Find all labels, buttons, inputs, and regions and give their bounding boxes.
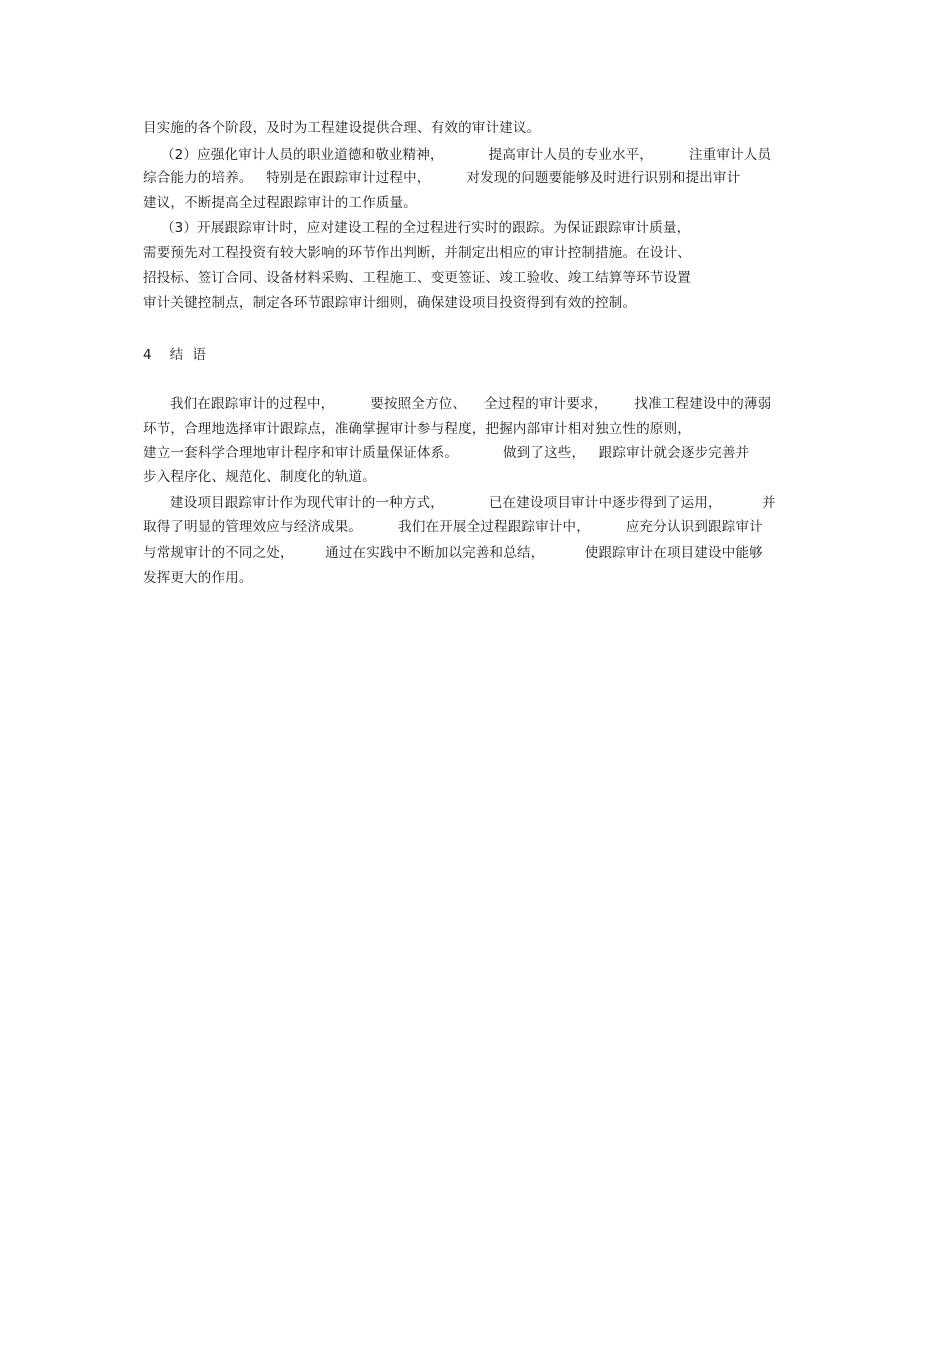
text-line: 审计关键控制点，制定各环节跟踪审计细则，确保建设项目投资得到有效的控制。: [143, 295, 637, 311]
text-line: 建设项目跟踪审计作为现代审计的一种方式， 已在建设项目审计中逐步得到了运用， 并: [143, 495, 776, 511]
text-line: 我们在跟踪审计的过程中， 要按照全方位、 全过程的审计要求， 找准工程建设中的薄弱: [143, 396, 772, 412]
text-line: 综合能力的培养。 特别是在跟踪审计过程中， 对发现的问题要能够及时进行识别和提出审计: [143, 170, 741, 186]
text-line: （3）开展跟踪审计时，应对建设工程的全过程进行实时的跟踪。为保证跟踪审计质量，: [143, 220, 691, 236]
text-line: 与常规审计的不同之处， 通过在实践中不断加以完善和总结， 使跟踪审计在项目建设中能够: [143, 545, 763, 561]
text-line: 发挥更大的作用。: [143, 570, 253, 586]
section-heading: 4 结 语: [143, 347, 207, 363]
text-line: 环节，合理地选择审计跟踪点，准确掌握审计参与程度，把握内部审计相对独立性的原则，: [143, 421, 691, 437]
text-line: 建议，不断提高全过程跟踪审计的工作质量。: [143, 195, 417, 211]
text-line: 目实施的各个阶段，及时为工程建设提供合理、有效的审计建议。: [143, 120, 541, 136]
text-line: 需要预先对工程投资有较大影响的环节作出判断，并制定出相应的审计控制措施。在设计、: [143, 245, 691, 261]
text-line: 取得了明显的管理效应与经济成果。 我们在开展全过程跟踪审计中， 应充分认识到跟踪审计: [143, 519, 763, 535]
text-line: （2）应强化审计人员的职业道德和敬业精神， 提高审计人员的专业水平， 注重审计人员: [143, 147, 772, 163]
text-line: 建立一套科学合理地审计程序和审计质量保证体系。 做到了这些， 跟踪审计就会逐步完善并: [143, 445, 750, 461]
text-line: 招投标、签订合同、设备材料采购、工程施工、变更签证、竣工验收、竣工结算等环节设置: [143, 270, 691, 286]
text-line: 步入程序化、规范化、制度化的轨道。: [143, 469, 376, 485]
